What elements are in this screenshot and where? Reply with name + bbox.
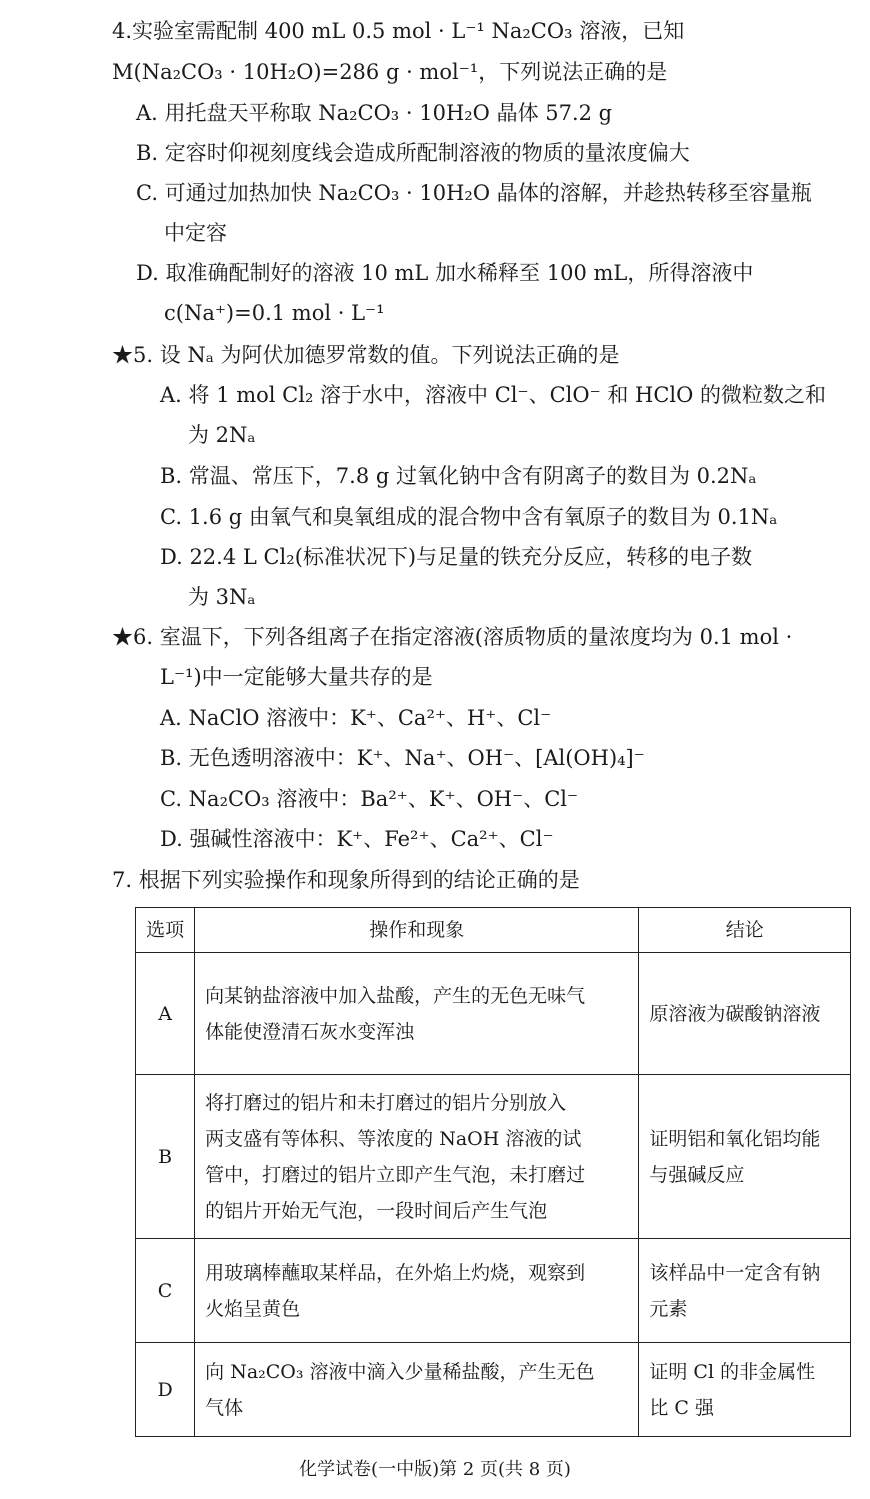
con-line: 元素 [649,1297,688,1320]
table-row [136,1343,851,1437]
row-conclusion [639,1343,851,1437]
q6-option-b: B. 无色透明溶液中：K⁺、Na⁺、OH⁻、[Al(OH)₄]⁻ [160,746,645,770]
table-row [136,1239,851,1343]
row-conclusion [639,953,851,1075]
row-operation [195,1075,639,1239]
q4-option-a: A. 用托盘天平称取 Na₂CO₃ · 10H₂O 晶体 57.2 g [136,101,613,125]
row-conclusion [639,1075,851,1239]
q5-option-a-line1: A. 将 1 mol Cl₂ 溶于水中，溶液中 Cl⁻、ClO⁻ 和 HClO 的微粒数之和 [160,383,827,407]
header-operation: 操作和现象 [195,908,639,953]
con-line: 证明 Cl 的非金属性 [649,1360,816,1383]
op-line: 气体 [205,1396,244,1419]
con-line: 比 C 强 [649,1396,715,1419]
q4-stem-line1: 4.实验室需配制 400 mL 0.5 mol · L⁻¹ Na₂CO₃ 溶液，已知 [112,19,685,43]
header-option: 选项 [136,908,195,953]
row-operation [195,1239,639,1343]
row-conclusion [639,1239,851,1343]
q6-option-c: C. Na₂CO₃ 溶液中：Ba²⁺、K⁺、OH⁻、Cl⁻ [160,787,579,811]
op-line: 将打磨过的铝片和未打磨过的铝片分别放入 [205,1091,567,1114]
header-conclusion: 结论 [639,908,851,953]
op-line: 向 Na₂CO₃ 溶液中滴入少量稀盐酸，产生无色 [205,1360,595,1383]
row-operation [195,1343,639,1437]
op-line: 管中，打磨过的铝片立即产生气泡，未打磨过 [205,1163,586,1186]
q5-option-b: B. 常温、常压下，7.8 g 过氧化钠中含有阴离子的数目为 0.2Nₐ [160,464,757,488]
op-line: 两支盛有等体积、等浓度的 NaOH 溶液的试 [205,1127,582,1150]
con-line: 证明铝和氧化铝均能 [649,1127,821,1150]
q4-stem-line2: M(Na₂CO₃ · 10H₂O)=286 g · mol⁻¹，下列说法正确的是 [112,60,668,84]
op-line: 体能使澄清石灰水变浑浊 [205,1020,415,1043]
q5-stem: ★5. 设 Nₐ 为阿伏加德罗常数的值。下列说法正确的是 [112,343,620,367]
table-header-row [136,908,851,953]
q7-stem: 7. 根据下列实验操作和现象所得到的结论正确的是 [112,868,580,892]
q6-stem-line1: ★6. 室温下，下列各组离子在指定溶液(溶质物质的量浓度均为 0.1 mol · [112,625,793,649]
q5-option-d-line2: 为 3Nₐ [188,585,256,609]
q6-stem-line2: L⁻¹)中一定能够大量共存的是 [160,665,433,689]
q6-option-a: A. NaClO 溶液中：K⁺、Ca²⁺、H⁺、Cl⁻ [160,706,552,730]
row-key: C [136,1239,195,1343]
q7-table [135,907,851,1437]
q6-option-d: D. 强碱性溶液中：K⁺、Fe²⁺、Ca²⁺、Cl⁻ [160,827,554,851]
table-row [136,953,851,1075]
op-line: 的铝片开始无气泡，一段时间后产生气泡 [205,1199,548,1222]
q5-option-d-line1: D. 22.4 L Cl₂(标准状况下)与足量的铁充分反应，转移的电子数 [160,545,753,569]
row-key: A [136,953,195,1075]
con-line: 原溶液为碳酸钠溶液 [649,1002,821,1025]
row-key: D [136,1343,195,1437]
q4-option-d-line2: c(Na⁺)=0.1 mol · L⁻¹ [164,301,385,325]
op-line: 向某钠盐溶液中加入盐酸，产生的无色无味气 [205,984,586,1007]
q4-option-c-line2: 中定容 [164,221,227,245]
op-line: 火焰呈黄色 [205,1297,301,1320]
q4-option-c-line1: C. 可通过加热加快 Na₂CO₃ · 10H₂O 晶体的溶解，并趁热转移至容量瓶 [136,181,812,205]
q4-option-b: B. 定容时仰视刻度线会造成所配制溶液的物质的量浓度偏大 [136,141,690,165]
con-line: 该样品中一定含有钠 [649,1261,821,1284]
table-row [136,1075,851,1239]
q5-option-a-line2: 为 2Nₐ [188,423,256,447]
row-operation [195,953,639,1075]
q4-option-d-line1: D. 取准确配制好的溶液 10 mL 加水稀释至 100 mL，所得溶液中 [136,261,754,285]
row-key: B [136,1075,195,1239]
q5-option-c: C. 1.6 g 由氧气和臭氧组成的混合物中含有氧原子的数目为 0.1Nₐ [160,505,778,529]
op-line: 用玻璃棒蘸取某样品，在外焰上灼烧，观察到 [205,1261,586,1284]
con-line: 与强碱反应 [649,1163,745,1186]
page-footer: 化学试卷(一中版)第 2 页(共 8 页) [299,1459,571,1480]
